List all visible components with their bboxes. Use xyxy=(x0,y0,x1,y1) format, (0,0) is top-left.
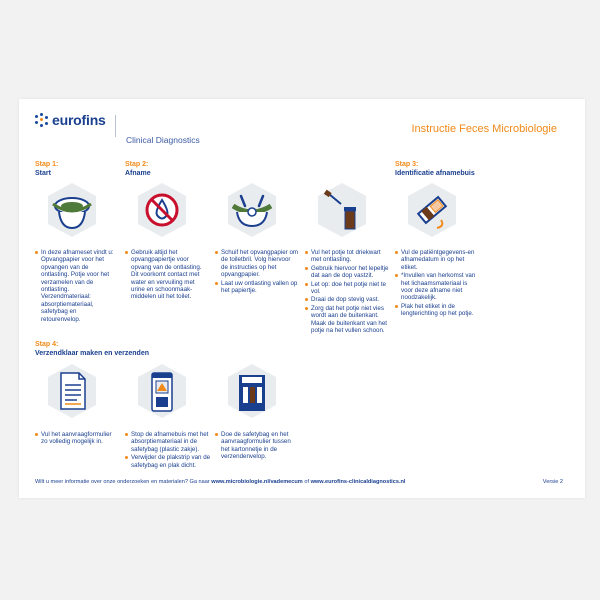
list-item: Vul de patiëntgegevens-en afnamedatum in op het etiket. xyxy=(395,249,481,271)
form-document-icon xyxy=(47,363,97,419)
step-2b-instructions xyxy=(215,249,299,295)
list-item: Draai de dop stevig vast. xyxy=(305,296,391,303)
brand-name: eurofins xyxy=(52,112,106,128)
eurofins-logo-mark-icon xyxy=(35,113,49,127)
list-item: Vul het potje tot driekwart met ontlasting. xyxy=(305,249,391,264)
list-item: In deze afnameset vindt u: Opvangpapier voor het opvangen van de ontlasting. Potje voor het verzamelen van de ontlasting. Verzendmateriaal: absorptiemateriaal, safetybag en retourenvelop. xyxy=(35,249,117,323)
list-item: Gebruik altijd het opvangpapiertje voor opvang van de ontlasting. Dit voorkomt contact met water en vervuiling met urine en schoonmaak-middelen uit het toilet. xyxy=(125,249,209,301)
step-4b-instructions xyxy=(125,431,211,470)
version-label: Versie 2 xyxy=(542,479,563,485)
vademecum-link[interactable]: www.microbiologie.nl/vademecum xyxy=(211,479,303,485)
step-number: Stap 2: xyxy=(125,161,149,168)
instruction-sheet xyxy=(19,99,585,498)
step-number: Stap 4: xyxy=(35,341,59,348)
label-tube-icon xyxy=(407,182,457,238)
step-2-heading xyxy=(125,161,151,178)
step-2c-instructions xyxy=(305,249,391,335)
step-1-instructions xyxy=(35,249,117,324)
toilet-paper-icon xyxy=(47,182,97,238)
scoop-jar-icon xyxy=(317,182,367,238)
list-item: Verwijder de plakstrip van de safetybag en plak dicht. xyxy=(125,454,211,469)
footer-info xyxy=(35,479,405,485)
list-item: Laat uw ontlasting vallen op het papiertje. xyxy=(215,280,299,295)
list-item: Plak het etiket in de lengterichting op het potje. xyxy=(395,303,481,318)
list-item: Gebruik hiervoor het lepeltje dat aan de dop vastzit. xyxy=(305,265,391,280)
website-link[interactable]: www.eurofins-clinicaldiagnostics.nl xyxy=(310,479,406,485)
no-water-icon xyxy=(137,182,187,238)
list-item: Vul het aanvraagformulier zo volledig mogelijk in. xyxy=(35,431,117,446)
step-4c-instructions xyxy=(215,431,301,462)
hands-paper-icon xyxy=(227,182,277,238)
brand-subtitle: Clinical Diagnostics xyxy=(126,135,200,145)
step-number: Stap 1: xyxy=(35,161,59,168)
step-number: Stap 3: xyxy=(395,161,419,168)
step-3-heading xyxy=(395,161,475,178)
step-title: Identificatie afnamebuis xyxy=(395,169,475,177)
list-item: Zorg dat het potje niet vies wordt aan de buitenkant. Maak de buitenkant van het potje na het vullen schoon. xyxy=(305,305,391,335)
step-title: Verzendklaar maken en verzenden xyxy=(35,349,149,357)
list-item: *Invullen van herkomst van het lichaamsmateriaal is voor deze afname niet noodzakelijk. xyxy=(395,272,481,302)
page-title: Instructie Feces Microbiologie xyxy=(411,123,557,135)
eurofins-logo xyxy=(35,112,106,128)
list-item: Schuif het opvangpapier om de toiletbril. Volg hiervoor de instructies op het opvangpapier. xyxy=(215,249,299,279)
envelope-icon xyxy=(227,363,277,419)
logo-divider xyxy=(115,115,116,137)
step-title: Start xyxy=(35,169,51,177)
step-2-instructions xyxy=(125,249,209,302)
footer-text: Wilt u meer informatie over onze onderzoeken en materialen? Ga naar xyxy=(35,479,212,485)
step-title: Afname xyxy=(125,169,151,177)
list-item: Stop de afnamebuis met het absorptiemateriaal in de safetybag (plastic zakje). xyxy=(125,431,211,453)
step-4a-instructions xyxy=(35,431,117,447)
list-item: Let op: doe het potje niet te vol. xyxy=(305,281,391,296)
step-1-heading xyxy=(35,161,58,178)
step-3-instructions xyxy=(395,249,481,319)
footer-text-or: of xyxy=(302,479,311,485)
step-4-heading xyxy=(35,341,149,358)
safety-bag-icon xyxy=(137,363,187,419)
list-item: Doe de safetybag en het aanvraagformulier tussen het kartonnetje in de verzendenvelop. xyxy=(215,431,301,461)
